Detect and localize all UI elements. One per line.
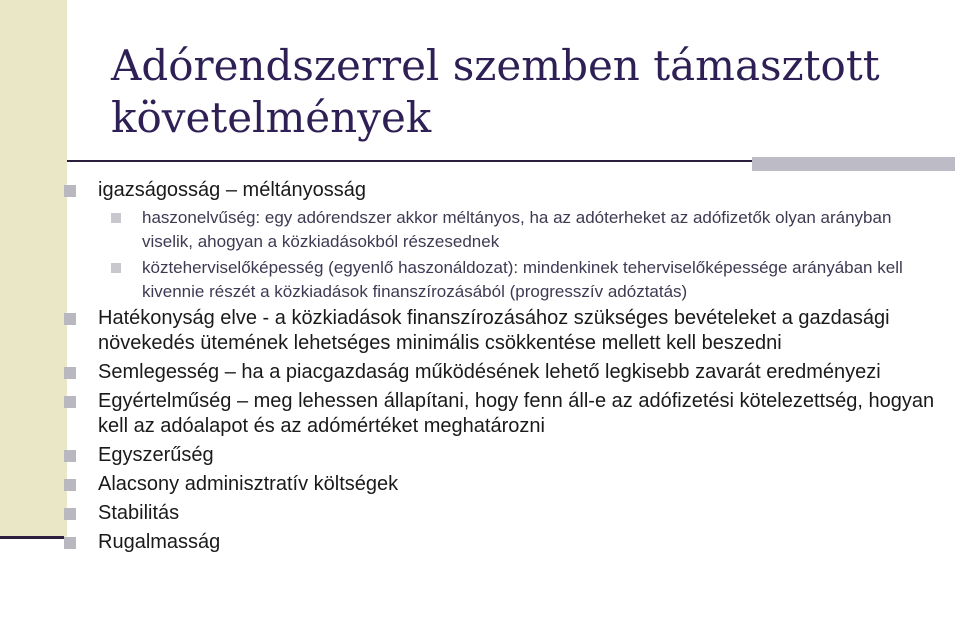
square-bullet-icon — [111, 263, 121, 273]
bullet-text: Egyszerűség — [98, 444, 214, 466]
square-bullet-icon — [111, 213, 121, 223]
bullet-item — [64, 178, 944, 203]
side-band — [0, 0, 67, 538]
square-bullet-icon — [64, 479, 76, 491]
bullet-text: Rugalmasság — [98, 531, 221, 553]
bullet-list — [64, 178, 944, 559]
bullet-text: Egyértelműség – meg lehessen állapítani, hogy fenn áll-e az adófizetési kötelezettség, hogyan kell az adóalapot és az adómértéket meghatározni — [98, 390, 935, 437]
square-bullet-icon — [64, 185, 76, 197]
sub-bullet-text: közteherviselőképesség (egyenlő haszonáldozat): mindenkinek teherviselőképessége arányában kell kivennie részét a közkiadások finanszírozásából (progresszív adóztatás) — [142, 258, 903, 301]
square-bullet-icon — [64, 537, 76, 549]
square-bullet-icon — [64, 450, 76, 462]
square-bullet-icon — [64, 508, 76, 520]
bullet-item — [64, 443, 944, 468]
sub-bullet-item — [64, 206, 944, 254]
square-bullet-icon — [64, 313, 76, 325]
bullet-item — [64, 360, 944, 385]
side-rule — [0, 536, 64, 539]
bullet-text: Hatékonyság elve - a közkiadások finanszírozásához szükséges bevételeket a gazdasági növekedés ütemének lehetséges minimális csökkentése mellett kell beszedni — [98, 307, 890, 354]
title-accent-bar — [752, 157, 955, 171]
bullet-item — [64, 472, 944, 497]
bullet-item — [64, 306, 944, 356]
square-bullet-icon — [64, 367, 76, 379]
bullet-text: Semlegesség – ha a piacgazdaság működésének lehető legkisebb zavarát eredményezi — [98, 361, 881, 383]
sub-bullet-item — [64, 256, 944, 304]
sub-bullet-text: haszonelvűség: egy adórendszer akkor méltányos, ha az adóterheket az adófizetők olyan arányban viselik, ahogyan a közkiadásokból részesednek — [142, 208, 892, 251]
slide-title: Adórendszerrel szemben támasztott követelmények — [111, 41, 880, 142]
bullet-text: Alacsony adminisztratív költségek — [98, 473, 399, 495]
bullet-item — [64, 530, 944, 555]
bullet-text: igazságosság – méltányosság — [98, 179, 366, 201]
bullet-text: Stabilitás — [98, 502, 180, 524]
bullet-item — [64, 501, 944, 526]
bullet-item — [64, 389, 944, 439]
square-bullet-icon — [64, 396, 76, 408]
